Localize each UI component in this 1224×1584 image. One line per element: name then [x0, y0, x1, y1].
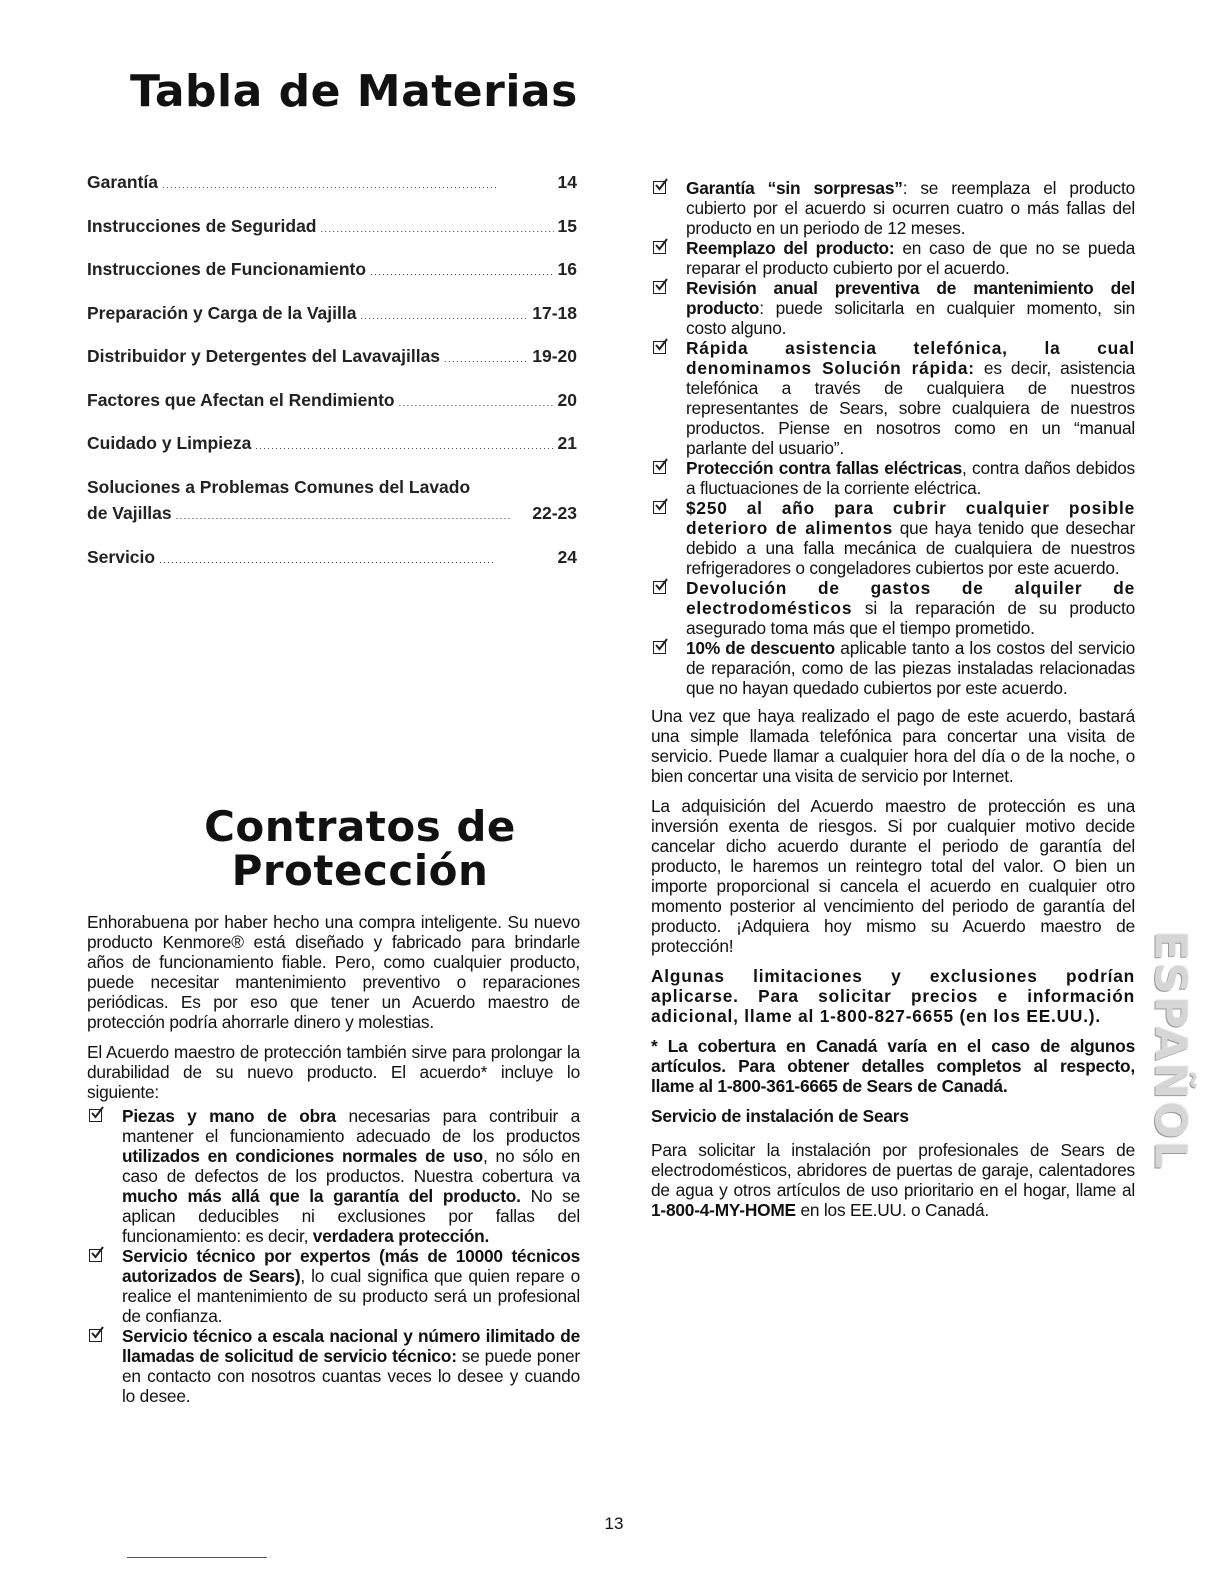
benefit-bold: Rápida asistencia telefónica, la cual denominamos Solución rápida: — [686, 338, 1135, 378]
toc-leader — [255, 433, 553, 454]
benefit-bold: Servicio técnico a escala nacional y número ilimitado de llamadas de solicitud de servicio técnico: — [122, 1326, 580, 1366]
benefit-list — [651, 178, 1135, 698]
benefit-bold: Revisión anual preventiva de mantenimiento del producto — [686, 278, 1135, 318]
benefit-item — [651, 238, 1135, 278]
benefit-bold: Reemplazo del producto: — [686, 238, 895, 258]
toc-entry-title: Factores que Afectan el Rendimiento — [87, 389, 395, 410]
benefit-bold: mucho más allá que la garantía del producto. — [122, 1186, 521, 1206]
benefit-bold: Piezas y mano de obra — [122, 1106, 336, 1126]
left-column — [87, 912, 580, 1406]
benefit-text: No se aplican deducibles ni exclusiones por fallas del funcionamiento: es decir, — [122, 1186, 580, 1246]
checked-box-icon — [653, 641, 666, 654]
toc-entry-page: 14 — [557, 172, 577, 192]
toc-entry-page: 16 — [557, 259, 577, 279]
toc-entry[interactable] — [87, 259, 577, 303]
toc-entry-title-line1: Soluciones a Problemas Comunes del Lavado — [87, 476, 471, 497]
intro-paragraph: Enhorabuena por haber hecho una compra inteligente. Su nuevo producto Kenmore® está diseñado y fabricado para brindarle años de funcionamiento fiable. Pero, como cualquier producto, puede necesitar mantenimiento preventivo o reparaciones periódicas. Es por eso que tener un Acuerdo maestro de protección podría ahorrarle dinero y molestias. — [87, 912, 580, 1032]
benefit-text: , lo cual significa que quien repare o realice el mantenimiento de su producto será un profesional de confianza. — [122, 1266, 581, 1326]
toc-leader — [444, 346, 528, 367]
toc-entry[interactable] — [87, 547, 577, 591]
benefit-item — [87, 1246, 580, 1326]
benefit-item — [87, 1106, 580, 1246]
toc-entry-title: Preparación y Carga de la Vajilla — [87, 302, 357, 323]
toc-entry-page: 24 — [557, 546, 577, 567]
benefit-item — [651, 178, 1135, 238]
benefit-text: si la reparación de su producto asegurado toma más que el tiempo prometido. — [686, 598, 1135, 638]
benefit-bold: Protección contra fallas eléctricas — [686, 458, 962, 478]
toc-entry-page: 21 — [557, 433, 577, 453]
checked-box-icon — [89, 1329, 102, 1342]
toc-entry-page: 17-18 — [532, 302, 577, 323]
benefit-bold: 10% de descuento — [686, 638, 835, 658]
checked-box-icon — [653, 581, 666, 594]
benefit-text: , contra daños debidos a fluctuaciones de la corriente eléctrica. — [686, 458, 1135, 498]
checked-box-icon — [653, 281, 666, 294]
protection-title — [130, 802, 590, 895]
toc-leader — [176, 503, 529, 524]
toc-entry-title: Distribuidor y Detergentes del Lavavajillas — [87, 346, 441, 366]
benefit-bold: verdadera protección. — [312, 1226, 490, 1246]
benefit-item — [87, 1326, 580, 1406]
toc-entry-title: Garantía — [87, 172, 158, 192]
benefit-bold: utilizados en condiciones normales de uso — [122, 1146, 483, 1166]
benefit-text: , no sólo en caso de defectos de los productos. Nuestra cobertura va — [122, 1146, 581, 1186]
limitations-paragraph: Algunas limitaciones y exclusiones podrían aplicarse. Para solicitar precios e información adicional, llame al 1-800-827-6655 (en los EE.UU.). — [651, 966, 1135, 1026]
toc-entry[interactable] — [87, 477, 577, 547]
install-text: Para solicitar la instalación por profesionales de Sears de electrodomésticos, abridores de puertas de garaje, calentadores de agua y otros artículos de uso prioritario en el hogar, llame al — [651, 1140, 1135, 1200]
toc-entry[interactable] — [87, 346, 577, 390]
benefit-text: es decir, asistencia telefónica a través de cualquiera de nuestros representantes de Sears, sobre cualquiera de nuestros productos. Piense en nosotros como en un “manual parlante del usuario”. — [686, 358, 1135, 458]
toc-entry[interactable] — [87, 216, 577, 260]
toc-entry-page: 22-23 — [532, 502, 577, 523]
toc-entry[interactable] — [87, 172, 577, 216]
canada-note: * La cobertura en Canadá varía en el caso de algunos artículos. Para obtener detalles completos al respecto, llame al 1-800-361-6665 de Sears de Canadá. — [651, 1036, 1135, 1096]
toc-entry[interactable] — [87, 390, 577, 434]
toc-leader — [399, 390, 554, 411]
checked-box-icon — [89, 1249, 102, 1262]
benefit-item — [651, 458, 1135, 498]
intro-paragraph: El Acuerdo maestro de protección también sirve para prolongar la durabilidad de su nuevo producto. El acuerdo* incluye lo siguiente: — [87, 1042, 580, 1102]
toc-entry-title-line2: de Vajillas — [87, 502, 172, 523]
benefit-item — [651, 278, 1135, 338]
install-paragraph — [651, 1140, 1135, 1220]
toc-entry-title: Instrucciones de Funcionamiento — [87, 259, 367, 279]
checked-box-icon — [653, 241, 666, 254]
install-phone: 1-800-4-MY-HOME — [651, 1200, 796, 1220]
page-number: 13 — [604, 1514, 624, 1533]
toc-entry-title: Instrucciones de Seguridad — [87, 215, 317, 236]
benefit-item — [651, 578, 1135, 638]
toc-entry[interactable] — [87, 433, 577, 477]
toc-leader — [360, 303, 528, 324]
benefit-text: en caso de que no se pueda reparar el producto cubierto por el acuerdo. — [686, 238, 1135, 278]
toc-entry-title: Servicio — [87, 546, 156, 567]
checked-box-icon — [653, 341, 666, 354]
toc-title: Tabla de Materias — [130, 66, 578, 117]
benefit-bold: Garantía “sin sorpresas” — [686, 178, 903, 198]
body-paragraph: Una vez que haya realizado el pago de este acuerdo, bastará una simple llamada telefónica para concertar una visita de servicio. Puede llamar a cualquier hora del día o de la noche, o bien concertar una visita de servicio por Internet. — [651, 706, 1135, 786]
footer-rule — [127, 1557, 267, 1558]
table-of-contents — [87, 172, 577, 590]
checked-box-icon — [653, 501, 666, 514]
toc-entry-page: 15 — [557, 215, 577, 236]
toc-leader — [162, 172, 554, 193]
benefit-bold: $250 al año para cubrir cualquier posible deterioro de alimentos — [686, 498, 1135, 538]
install-text: en los EE.UU. o Canadá. — [795, 1200, 989, 1220]
checked-box-icon — [89, 1109, 102, 1122]
toc-entry[interactable] — [87, 303, 577, 347]
benefit-text: aplicable tanto a los costos del servicio de reparación, como de las piezas instaladas relacionadas que no hayan quedado cubiertos por este acuerdo. — [686, 638, 1135, 698]
benefit-bold: Servicio técnico por expertos (más de 10000 técnicos autorizados de Sears) — [122, 1246, 580, 1286]
language-side-tab-label: ESPAÑOL — [1144, 929, 1196, 1171]
benefit-list — [87, 1106, 580, 1406]
benefit-item — [651, 498, 1135, 578]
benefit-text: necesarias para contribuir a mantener el funcionamiento adecuado de los productos — [122, 1106, 580, 1146]
benefit-text: : puede solicitarla en cualquier momento, sin costo alguno. — [686, 298, 1135, 338]
checked-box-icon — [653, 181, 666, 194]
benefit-item — [651, 338, 1135, 458]
toc-leader — [370, 259, 553, 280]
protection-title-line2: Protección — [231, 846, 489, 895]
toc-entry-page: 19-20 — [532, 346, 577, 366]
right-column — [651, 178, 1135, 1230]
body-paragraph: La adquisición del Acuerdo maestro de protección es una inversión exenta de riesgos. Si por cualquier motivo decide cancelar dicho acuerdo durante el periodo de garantía del producto, le haremos un reintegro total del valor. O bien un importe proporcional si cancela el acuerdo en cualquier otro momento posterior al vencimiento del periodo de garantía del producto. ¡Adquiera hoy mismo su Acuerdo maestro de protección! — [651, 796, 1135, 956]
benefit-bold: Devolución de gastos de alquiler de electrodomésticos — [686, 578, 1135, 618]
install-heading: Servicio de instalación de Sears — [651, 1106, 909, 1126]
protection-title-line1: Contratos de — [204, 802, 516, 851]
benefit-text: : se reemplaza el producto cubierto por el acuerdo si ocurren cuatro o más fallas del producto en un periodo de 12 meses. — [686, 178, 1135, 238]
benefit-item — [651, 638, 1135, 698]
language-side-tab — [1144, 925, 1196, 1175]
toc-leader — [321, 216, 554, 237]
toc-entry-page: 20 — [557, 389, 577, 410]
checked-box-icon — [653, 461, 666, 474]
benefit-text: que haya tenido que desechar debido a una falla mecánica de cualquiera de nuestros refrigeradores o congeladores cubiertos por este acuerdo. — [686, 518, 1135, 578]
toc-entry-title: Cuidado y Limpieza — [87, 433, 252, 453]
benefit-text: se puede poner en contacto con nosotros cuantas veces lo desee y cuando lo desee. — [122, 1346, 580, 1406]
toc-leader — [159, 547, 553, 568]
